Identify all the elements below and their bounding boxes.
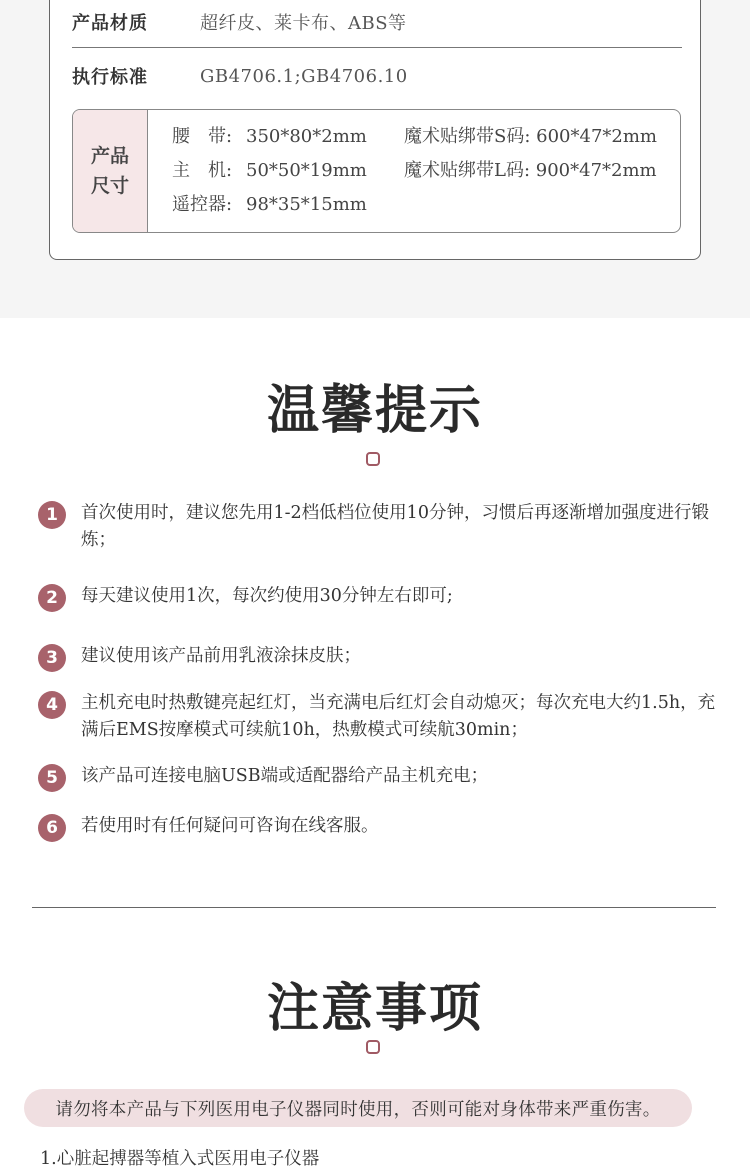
number-badge: 5 xyxy=(38,764,66,792)
ornament-icon xyxy=(366,452,380,466)
spec-divider xyxy=(72,47,682,48)
tip-item xyxy=(38,763,728,792)
size-value: 350*80*2mm xyxy=(246,126,367,147)
size-key: 魔术贴绑带L码: xyxy=(404,160,531,181)
standard-row xyxy=(72,61,682,91)
size-key: 遥控器: xyxy=(172,194,233,215)
material-row xyxy=(72,7,682,37)
size-item-belt xyxy=(172,122,367,148)
number-badge: 6 xyxy=(38,814,66,842)
tip-item xyxy=(38,583,728,612)
notes-title: 注意事项 xyxy=(266,978,483,1039)
number-badge: 3 xyxy=(38,644,66,672)
tip-item xyxy=(38,643,728,672)
size-value: 900*47*2mm xyxy=(535,160,657,181)
tip-text: 每天建议使用1次，每次约使用30分钟左右即可; xyxy=(81,586,453,606)
standard-value: GB4706.1;GB4706.10 xyxy=(200,65,408,87)
tip-text: 该产品可连接电脑USB端或适配器给产品主机充电； xyxy=(81,766,489,786)
size-key: 腰 带: xyxy=(172,126,233,147)
size-item-host xyxy=(172,156,367,182)
size-content xyxy=(148,110,680,232)
tip-item xyxy=(38,690,728,744)
size-item-remote xyxy=(172,190,367,216)
tip-item xyxy=(38,500,728,554)
size-value: 98*35*15mm xyxy=(246,194,367,215)
size-value: 600*47*2mm xyxy=(536,126,657,147)
warning-banner: 请勿将本产品与下列医用电子仪器同时使用，否则可能对身体带来严重伤害。 xyxy=(24,1089,692,1127)
tip-text: 首次使用时，建议您先用1-2档低档位使用10分钟，习惯后再逐渐增加强度进行锻炼； xyxy=(81,503,709,550)
size-value: 50*50*19mm xyxy=(246,160,367,181)
tip-text: 建议使用该产品前用乳液涂抹皮肤； xyxy=(81,646,361,666)
size-key: 魔术贴绑带S码: xyxy=(404,126,531,147)
material-label: 产品材质 xyxy=(72,13,148,34)
material-value: 超纤皮、莱卡布、ABS等 xyxy=(200,13,407,34)
spec-section xyxy=(0,0,750,318)
notes-list-item: 1.心脏起搏器等植入式医用电子仪器 xyxy=(40,1149,320,1169)
tip-text: 主机充电时热敷键亮起红灯，当充满电后红灯会自动熄灭；每次充电大约1.5h，充满后EMS按摩模式可续航10h，热敷模式可续航30min； xyxy=(81,693,716,740)
number-badge: 2 xyxy=(38,584,66,612)
size-label-line1: 产品 xyxy=(90,145,129,167)
section-divider xyxy=(32,907,716,908)
ornament-icon xyxy=(366,1040,380,1054)
size-item-strap-s xyxy=(404,122,657,148)
size-key: 主 机: xyxy=(172,160,233,181)
size-box xyxy=(72,109,681,233)
size-label xyxy=(73,110,148,232)
number-badge: 1 xyxy=(38,501,66,529)
spec-card xyxy=(49,0,701,260)
size-label-line2: 尺寸 xyxy=(90,175,129,197)
size-item-strap-l xyxy=(404,156,657,182)
tips-title: 温馨提示 xyxy=(266,380,483,441)
standard-label: 执行标准 xyxy=(72,67,148,88)
number-badge: 4 xyxy=(38,691,66,719)
tip-item xyxy=(38,813,728,842)
tip-text: 若使用时有任何疑问可咨询在线客服。 xyxy=(81,816,379,836)
